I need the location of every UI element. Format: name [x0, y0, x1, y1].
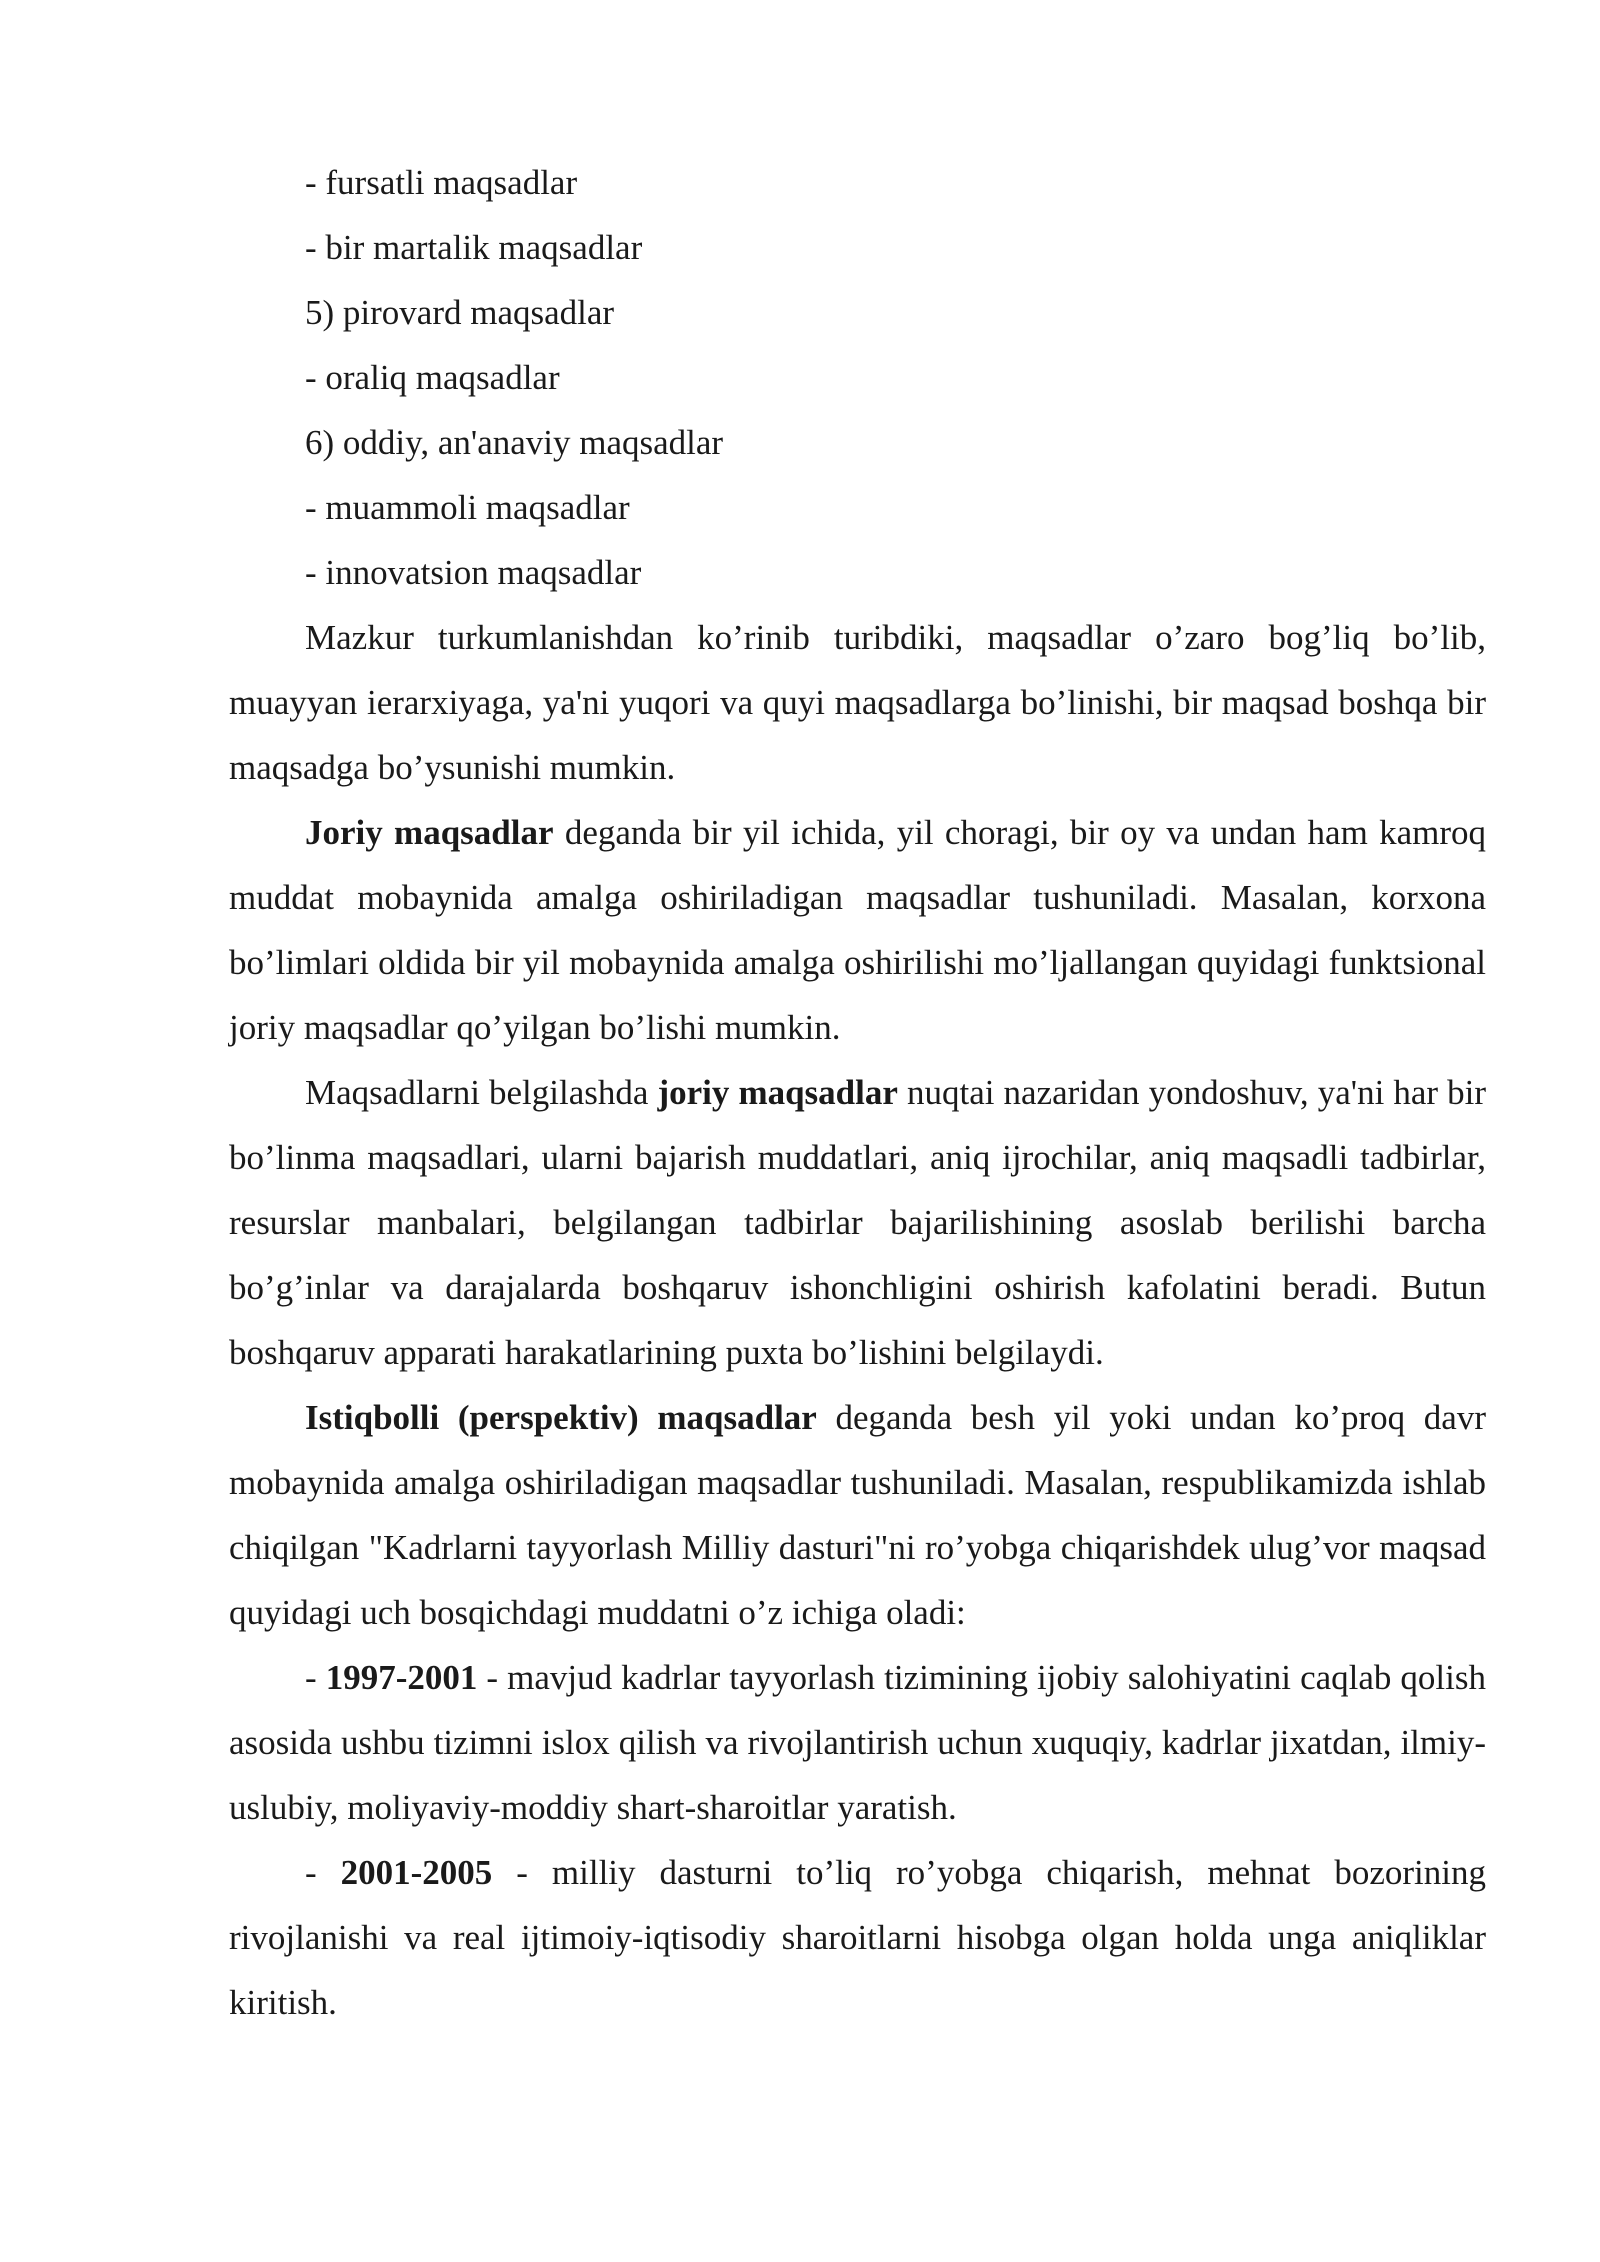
- paragraph-text: - milliy dasturni to’liq ro’yobga chiqarish, mehnat bozorining rivojlanishi va real ijtimoiy-iqtisodiy sharoitlarni hisobga olgan holda unga aniqliklar kiritish.: [229, 1853, 1486, 2022]
- paragraph-text: deganda besh yil yoki undan ko’proq davr mobaynida amalga oshiriladigan maqsadlar tushuniladi. Masalan, respublikamizda ishlab chiqilgan "Kadrlarni tayyorlash Milliy dasturi"ni ro’yobga chiqarishdek ulug’vor maqsad quyidagi uch bosqichdagi muddatni o’z ichiga oladi:: [229, 1398, 1487, 1632]
- list-item: - fursatli maqsadlar: [305, 163, 578, 202]
- list-item: - innovatsion maqsadlar: [305, 553, 642, 592]
- paragraph-text: Mazkur turkumlanishdan ko’rinib turibdiki, maqsadlar o’zaro bog’liq bo’lib, muayyan ierarxiyaga, ya'ni yuqori va quyi maqsadlarga bo’linishi, bir maqsad boshqa bir maqsadga bo’ysunishi mumkin.: [229, 618, 1486, 787]
- paragraph-current-goals-approach: [229, 1060, 1486, 1385]
- list-item: - bir martalik maqsadlar: [305, 228, 643, 267]
- bold-term: Istiqbolli (perspektiv) maqsadlar: [305, 1398, 817, 1437]
- paragraph-classification-summary: [229, 605, 1486, 800]
- paragraph-current-goals: [229, 800, 1486, 1060]
- paragraph-text: deganda bir yil ichida, yil choragi, bir oy va undan ham kamroq muddat mobaynida amalga oshiriladigan maqsadlar tushuniladi. Masalan, korxona bo’limlari oldida bir yil mobaynida amalga oshirilishi mo’ljallangan quyidagi funktsional joriy maqsadlar qo’yilgan bo’lishi mumkin.: [229, 813, 1487, 1047]
- paragraph-stage-2001-2005: [229, 1840, 1486, 2035]
- paragraph-text: - mavjud kadrlar tayyorlash tizimining ijobiy salohiyatini caqlab qolish asosida ushbu tizimni islox qilish va rivojlantirish uchun xuquqiy, kadrlar jixatdan, ilmiy-uslubiy, moliyaviy-moddiy shart-sharoitlar yaratish.: [229, 1658, 1487, 1827]
- paragraph-stage-1997-2001: [229, 1645, 1486, 1840]
- bold-term: 1997-2001: [325, 1658, 478, 1697]
- paragraph-perspective-goals: [229, 1385, 1486, 1645]
- list-item: 6) oddiy, an'anaviy maqsadlar: [305, 423, 724, 462]
- dash-prefix: -: [305, 1658, 326, 1697]
- paragraph-text: nuqtai nazaridan yondoshuv, ya'ni har bir bo’linma maqsadlari, ularni bajarish muddatlari, aniq ijrochilar, aniq maqsadli tadbirlar, resurslar manbalari, belgilangan tadbirlar bajarilishining asoslab berilishi barcha bo’g’inlar va darajalarda boshqaruv ishonchligini oshirish kafolatini beradi. Butun boshqaruv apparati harakatlarining puxta bo’lishini belgilaydi.: [229, 1073, 1486, 1372]
- list-item: 5) pirovard maqsadlar: [305, 293, 615, 332]
- bold-term: Joriy maqsadlar: [305, 813, 554, 852]
- document-body: [229, 150, 1486, 2035]
- bold-term: 2001-2005: [340, 1853, 493, 1892]
- bold-term: joriy maqsadlar: [657, 1073, 898, 1112]
- dash-prefix: -: [305, 1853, 341, 1892]
- list-item: - muammoli maqsadlar: [305, 488, 630, 527]
- paragraph-text: Maqsadlarni belgilashda: [305, 1073, 658, 1112]
- list-item: - oraliq maqsadlar: [305, 358, 560, 397]
